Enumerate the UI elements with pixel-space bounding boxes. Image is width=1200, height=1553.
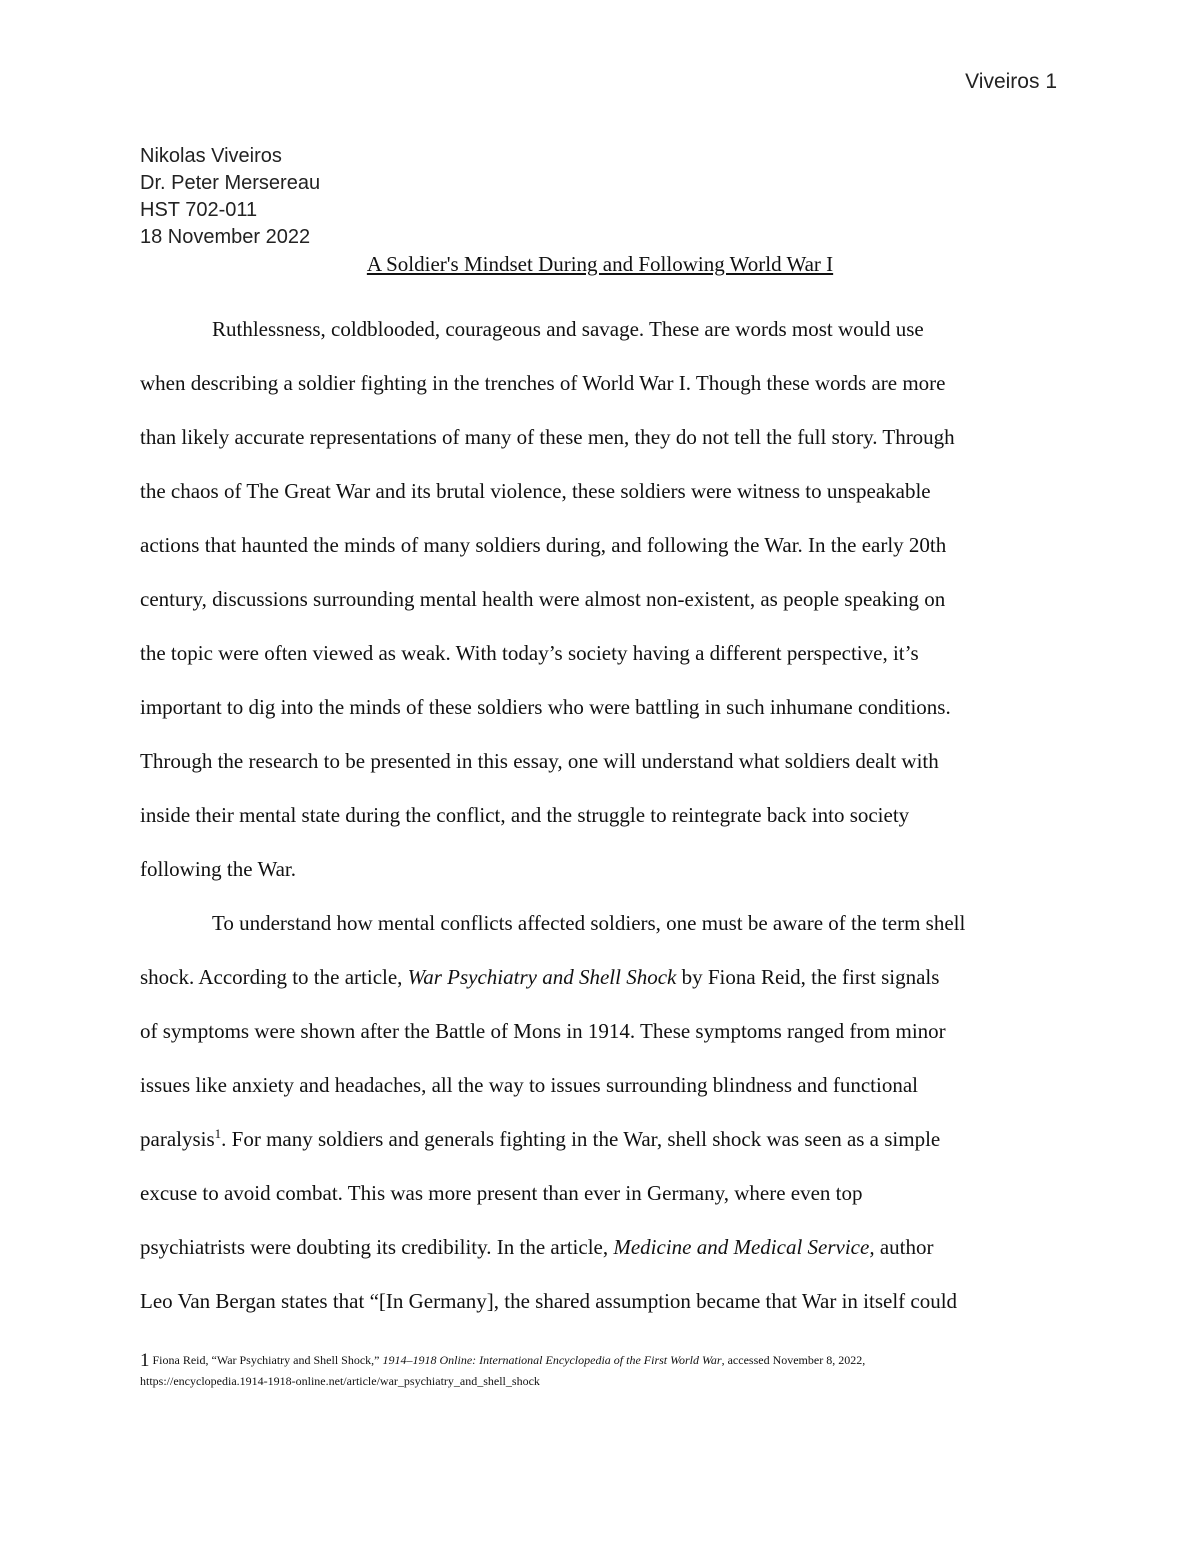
text-run: paralysis bbox=[140, 1127, 215, 1151]
mla-header bbox=[140, 143, 320, 251]
footnote-text: Fiona Reid, “War Psychiatry and Shell Shock,” bbox=[152, 1353, 383, 1367]
footnote bbox=[140, 1350, 1060, 1391]
footnote-source-title: 1914–1918 Online: International Encyclopedia of the First World War bbox=[382, 1353, 722, 1367]
paragraph-line bbox=[140, 950, 1060, 1004]
paragraph-line: following the War. bbox=[140, 857, 296, 881]
running-head: Viveiros 1 bbox=[965, 70, 1057, 93]
paragraph-line: the topic were often viewed as weak. With today’s society having a different perspective, it’s bbox=[140, 641, 919, 665]
text-run: author bbox=[874, 1235, 934, 1259]
cited-article-title: Medicine and Medical Service, bbox=[613, 1235, 875, 1259]
paragraph-line: of symptoms were shown after the Battle of Mons in 1914. These symptoms ranged from minor bbox=[140, 1019, 946, 1043]
paragraph-line bbox=[140, 1112, 1060, 1166]
text-run: by Fiona Reid, the first signals bbox=[676, 965, 940, 989]
paragraph-line: the chaos of The Great War and its brutal violence, these soldiers were witness to unspeakable bbox=[140, 479, 931, 503]
course-code: HST 702-011 bbox=[140, 199, 258, 221]
paragraph-line: than likely accurate representations of many of these men, they do not tell the full story. Through bbox=[140, 425, 955, 449]
text-run: . For many soldiers and generals fighting in the War, shell shock was seen as a simple bbox=[221, 1127, 941, 1151]
paragraph-line: when describing a soldier fighting in the trenches of World War I. Though these words are more bbox=[140, 371, 946, 395]
paragraph-line bbox=[140, 1220, 1060, 1274]
text-run: psychiatrists were doubting its credibility. In the article, bbox=[140, 1235, 614, 1259]
footnote-url[interactable]: https://encyclopedia.1914-1918-online.net/article/war_psychiatry_and_shell_shock bbox=[140, 1374, 540, 1388]
paragraph-line: issues like anxiety and headaches, all the way to issues surrounding blindness and functional bbox=[140, 1073, 918, 1097]
paragraph-line: excuse to avoid combat. This was more present than ever in Germany, where even top bbox=[140, 1181, 863, 1205]
footnote-text: , accessed November 8, 2022, bbox=[721, 1353, 866, 1367]
author-name: Nikolas Viveiros bbox=[140, 145, 282, 167]
footnote-line bbox=[140, 1350, 1060, 1371]
paragraph-line: inside their mental state during the conflict, and the struggle to reintegrate back into society bbox=[140, 803, 910, 827]
submission-date: 18 November 2022 bbox=[140, 226, 311, 248]
paragraph-line: Through the research to be presented in this essay, one will understand what soldiers dealt with bbox=[140, 749, 939, 773]
footnote-reference[interactable]: 1 bbox=[214, 1126, 222, 1141]
paragraph-line: To understand how mental conflicts affected soldiers, one must be aware of the term shell bbox=[212, 911, 966, 935]
paragraph-line: century, discussions surrounding mental health were almost non-existent, as people speaking on bbox=[140, 587, 946, 611]
footnote-number: 1 bbox=[140, 1350, 150, 1371]
paragraph-line: actions that haunted the minds of many soldiers during, and following the War. In the early 20th bbox=[140, 533, 947, 557]
paragraph-line: important to dig into the minds of these soldiers who were battling in such inhumane conditions. bbox=[140, 695, 951, 719]
text-run: shock. According to the article, bbox=[140, 965, 408, 989]
paragraph-line: Ruthlessness, coldblooded, courageous and savage. These are words most would use bbox=[212, 317, 924, 341]
cited-article-title: War Psychiatry and Shell Shock bbox=[407, 965, 677, 989]
paragraph-line: Leo Van Bergan states that “[In Germany], the shared assumption became that War in itself could bbox=[140, 1289, 958, 1313]
essay-title: A Soldier's Mindset During and Following World War I bbox=[366, 252, 834, 276]
essay-body bbox=[140, 302, 1060, 1328]
instructor-name: Dr. Peter Mersereau bbox=[140, 172, 321, 194]
